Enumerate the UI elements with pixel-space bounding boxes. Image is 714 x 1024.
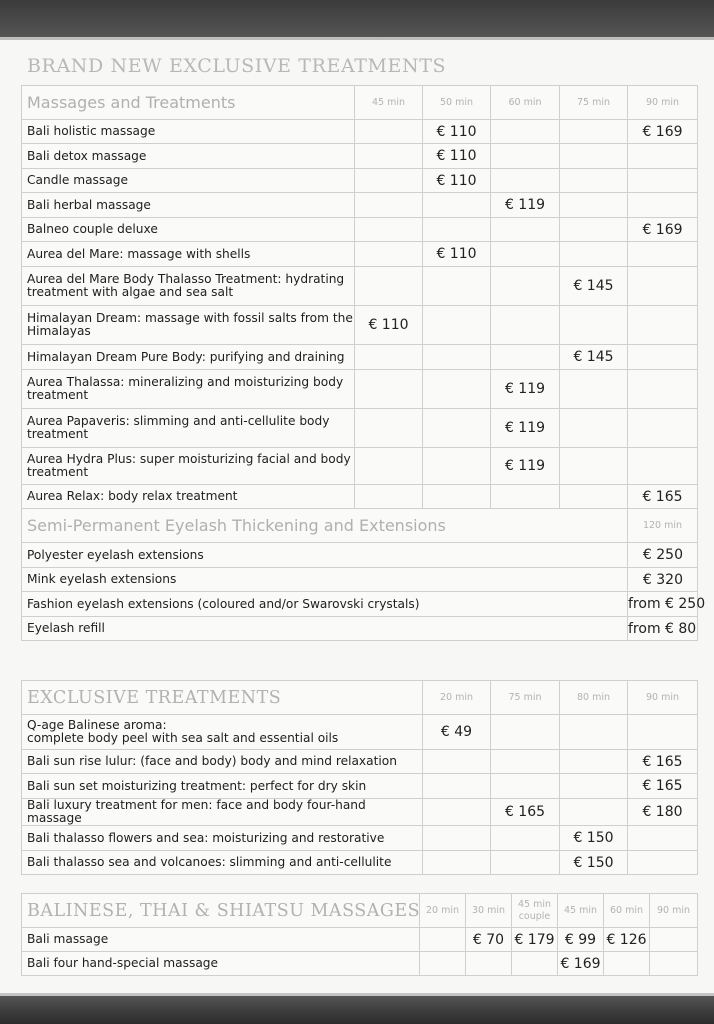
treatment-name: Polyester eyelash extensions [22,543,628,568]
price-cell [491,826,560,851]
price-cell [423,218,491,242]
duration-header: 90 min [628,86,698,120]
price-cell [423,370,491,409]
price-cell [355,485,423,509]
price-cell [491,144,560,169]
price-cell [355,120,423,144]
price-cell [423,193,491,218]
table-header-row [22,894,698,928]
treatment-name: Aurea Papaveris: slimming and anti-cellulite body treatment [22,409,355,448]
treatment-name: Candle massage [22,169,355,193]
price-cell [560,306,628,345]
table-row [22,826,698,851]
table-row [22,218,698,242]
price-cell: € 49 [423,715,491,750]
price-cell [491,306,560,345]
treatment-name: Aurea del Mare: massage with shells [22,242,355,267]
exclusive-treatments-table [21,680,698,875]
table-row [22,370,698,409]
price-cell [491,851,560,875]
treatment-name: Aurea Hydra Plus: super moisturizing facial and body treatment [22,448,355,485]
duration-header: 20 min [420,894,466,928]
price-cell [423,826,491,851]
treatment-name: Bali sun set moisturizing treatment: perfect for dry skin [22,774,423,799]
table-row [22,568,698,592]
eyelash-header-row [22,509,698,543]
duration-line1: 45 min [517,898,552,910]
price-cell: € 110 [355,306,423,345]
treatment-name: Bali holistic massage [22,120,355,144]
treatment-name: Balneo couple deluxe [22,218,355,242]
price-cell [560,242,628,267]
table-row [22,750,698,774]
price-cell [423,851,491,875]
price-cell: € 150 [560,851,628,875]
table-row [22,448,698,485]
price-cell [560,750,628,774]
price-cell [491,715,560,750]
section-header: Semi-Permanent Eyelash Thickening and Extensions [22,509,628,543]
duration-header: 45 min [558,894,604,928]
price-cell: € 70 [466,928,512,952]
treatment-name: Bali herbal massage [22,193,355,218]
table-row [22,485,698,509]
price-cell [423,448,491,485]
price-cell [355,448,423,485]
price-cell: from € 80 [628,617,698,641]
table-row [22,617,698,641]
price-cell: € 165 [628,750,698,774]
duration-header: 120 min [628,509,698,543]
duration-header: 30 min [466,894,512,928]
duration-header: 90 min [650,894,698,928]
price-cell [628,851,698,875]
table-row [22,928,698,952]
price-cell: € 110 [423,120,491,144]
price-cell: € 119 [491,370,560,409]
treatment-name: Mink eyelash extensions [22,568,628,592]
price-cell [355,144,423,169]
price-cell [560,370,628,409]
duration-header: 60 min [604,894,650,928]
price-cell: € 110 [423,144,491,169]
treatment-name: Bali thalasso flowers and sea: moisturizing and restorative [22,826,423,851]
price-cell [355,193,423,218]
treatment-name: Bali detox massage [22,144,355,169]
price-cell [491,485,560,509]
price-cell [491,750,560,774]
table-row [22,774,698,799]
price-cell: € 165 [491,799,560,826]
price-cell [560,193,628,218]
price-cell [650,952,698,976]
top-border-edge [0,37,714,40]
price-cell: € 119 [491,193,560,218]
treatment-name-line2: complete body peel with sea salt and essential oils [27,731,339,745]
massages-treatments-table [21,85,706,641]
price-cell [512,952,558,976]
table-row [22,409,698,448]
price-cell [628,370,698,409]
price-cell [560,715,628,750]
price-cell [491,218,560,242]
treatment-name: Aurea del Mare Body Thalasso Treatment: hydrating treatment with algae and sea salt [22,267,355,306]
treatment-name: Bali massage [22,928,420,952]
price-cell: € 250 [628,543,698,568]
price-cell [560,144,628,169]
price-cell [420,928,466,952]
price-cell: € 320 [628,568,698,592]
price-cell [423,306,491,345]
price-cell [628,826,698,851]
section-header: Massages and Treatments [22,86,355,120]
price-cell [560,774,628,799]
price-cell [423,409,491,448]
price-cell: € 165 [628,774,698,799]
duration-line2: couple [518,910,551,922]
duration-header: 75 min [560,86,628,120]
duration-header: 60 min [491,86,560,120]
price-cell: € 126 [604,928,650,952]
treatment-name-line1: Q-age Balinese aroma: [27,718,167,732]
price-cell [355,345,423,370]
price-cell: € 119 [491,448,560,485]
price-cell [355,267,423,306]
price-cell [423,799,491,826]
table-row [22,799,698,826]
duration-header-couple [512,894,558,928]
table-row [22,543,698,568]
price-cell [491,345,560,370]
treatment-name: Bali thalasso sea and volcanoes: slimming and anti-cellulite [22,851,423,875]
table-row [22,345,698,370]
price-cell [355,370,423,409]
price-cell [560,409,628,448]
price-cell [650,928,698,952]
table-header-row [22,681,698,715]
table-row [22,169,698,193]
treatment-name: Eyelash refill [22,617,628,641]
table-row [22,715,698,750]
price-cell [628,409,698,448]
price-cell [491,169,560,193]
price-cell [628,169,698,193]
price-cell [466,952,512,976]
price-cell [423,485,491,509]
price-cell [560,120,628,144]
bottom-dark-border [0,996,714,1024]
price-cell [423,750,491,774]
price-cell [628,267,698,306]
price-cell [604,952,650,976]
price-cell [560,799,628,826]
price-cell [423,774,491,799]
price-cell [628,715,698,750]
duration-header: 80 min [560,681,628,715]
treatment-name: Bali sun rise lulur: (face and body) body and mind relaxation [22,750,423,774]
price-cell [628,144,698,169]
price-cell: € 169 [628,120,698,144]
treatment-name: Fashion eyelash extensions (coloured and/or Swarovski crystals) [22,592,628,617]
treatment-name: Aurea Thalassa: mineralizing and moisturizing body treatment [22,370,355,409]
price-cell [355,242,423,267]
duration-header: 75 min [491,681,560,715]
price-cell: from € 250 [628,592,698,617]
treatment-name: Himalayan Dream: massage with fossil salts from the Himalayas [22,306,355,345]
price-cell [420,952,466,976]
price-cell [355,218,423,242]
price-cell [560,448,628,485]
duration-header: 45 min [355,86,423,120]
price-cell [423,345,491,370]
price-cell: € 145 [560,345,628,370]
price-cell: € 145 [560,267,628,306]
price-cell [628,306,698,345]
duration-header: 50 min [423,86,491,120]
balinese-thai-shiatsu-table [21,893,698,976]
treatment-name: Aurea Relax: body relax treatment [22,485,355,509]
table-row [22,952,698,976]
price-cell: € 169 [558,952,604,976]
price-cell: € 110 [423,242,491,267]
price-cell: € 99 [558,928,604,952]
price-cell: € 179 [512,928,558,952]
duration-header: 20 min [423,681,491,715]
section-header: EXCLUSIVE TREATMENTS [22,681,423,715]
price-cell [560,218,628,242]
table-row [22,193,698,218]
price-cell [628,345,698,370]
price-cell: € 169 [628,218,698,242]
price-cell [423,267,491,306]
price-cell: € 119 [491,409,560,448]
price-cell [491,242,560,267]
price-cell [491,774,560,799]
table-row [22,120,698,144]
top-dark-border [0,0,714,37]
table-row [22,592,698,617]
treatment-name [22,715,423,750]
page-title: BRAND NEW EXCLUSIVE TREATMENTS [27,55,447,77]
price-cell [355,169,423,193]
price-cell [560,169,628,193]
table-row [22,144,698,169]
price-cell: € 110 [423,169,491,193]
price-cell [628,242,698,267]
treatment-name: Himalayan Dream Pure Body: purifying and draining [22,345,355,370]
table-row [22,267,698,306]
treatment-name: Bali luxury treatment for men: face and body four-hand massage [22,799,423,826]
table-row [22,242,698,267]
treatment-name: Bali four hand-special massage [22,952,420,976]
table-row [22,851,698,875]
duration-header: 90 min [628,681,698,715]
price-cell [355,409,423,448]
price-cell: € 165 [628,485,698,509]
price-cell: € 180 [628,799,698,826]
price-cell [491,267,560,306]
price-cell [628,448,698,485]
table-header-row [22,86,698,120]
price-cell [491,120,560,144]
price-cell [628,193,698,218]
table-row [22,306,698,345]
price-cell: € 150 [560,826,628,851]
price-cell [560,485,628,509]
section-header: BALINESE, THAI & SHIATSU MASSAGES [22,894,420,928]
